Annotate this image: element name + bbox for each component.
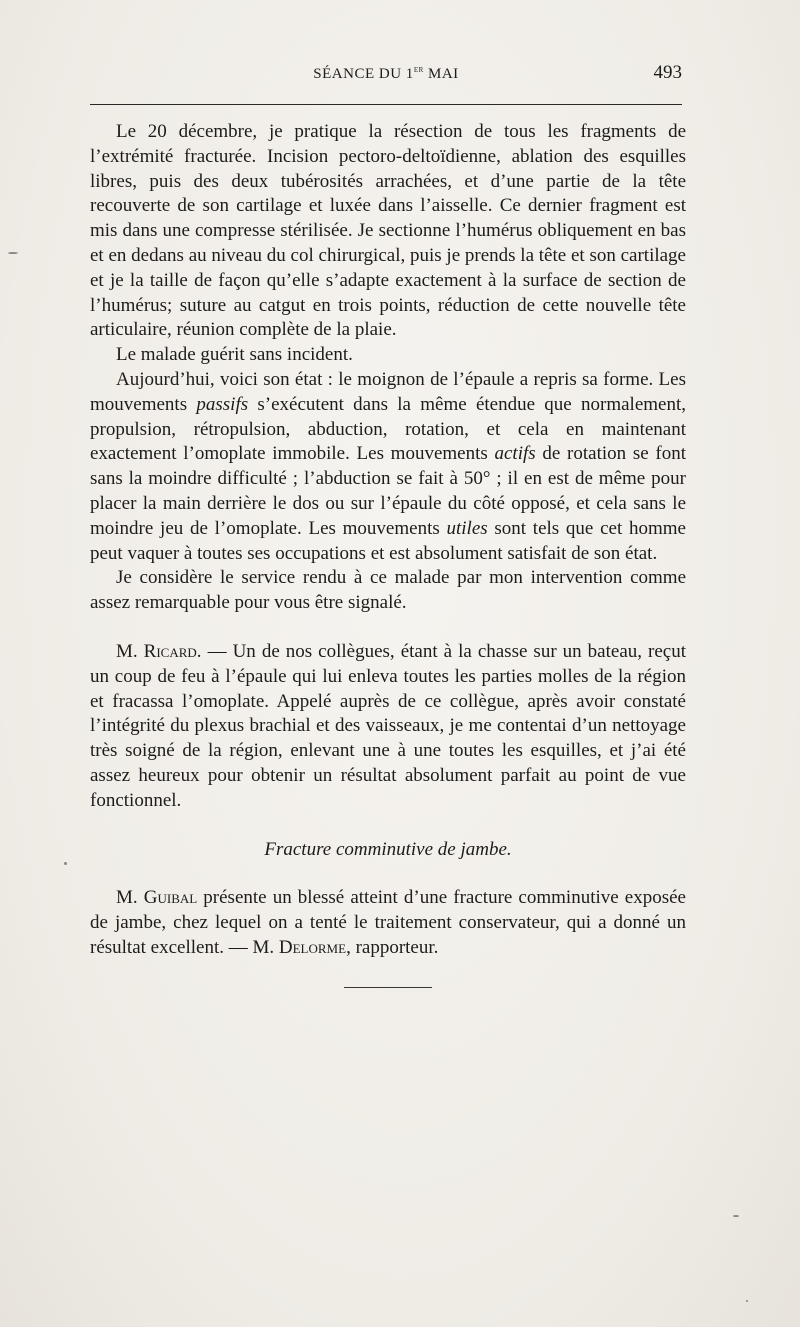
emphasis-passifs: passifs [196, 393, 249, 415]
scan-speck [746, 1300, 748, 1302]
speaker-ricard: Ricard [143, 640, 197, 662]
scan-speck [733, 1215, 739, 1217]
state-text-4: sont tels que cet homme peut vaquer à toutes ses occupations et est absolument satisfait de son état. [90, 517, 686, 564]
paragraph-ricard [90, 640, 686, 814]
state-text-3: de rotation se font sans la moindre difficulté ; l’abduction se fait à 50° ; il en est de même pour placer la main derrière le dos ou sur l’épaule du côté opposé, et cela sans le moindre jeu de l’omoplate. Les mouvements [90, 443, 686, 539]
section-heading: Fracture comminutive de jambe. [264, 838, 512, 860]
paragraph-current-state [90, 368, 686, 566]
guibal-prefix: M. [116, 887, 144, 909]
ricard-text: . — Un de nos collègues, étant à la chasse sur un bateau, reçut un coup de feu à l’épaule qui lui enleva toutes les parties molles de la région et fracassa l’omoplate. Appelé auprès de ce collègue, après avoir constaté l’intégrité du plexus brachial et des vaisseaux, je me contentai d’un nettoyage très soigné de la région, enlevant une à une toutes les esquilles, et j’ai été assez heureux pour obtenir un résultat absolument parfait au point de vue fonctionnel. [90, 640, 686, 811]
speaker-guibal: Guibal [143, 887, 198, 909]
running-title-month: MAI [423, 66, 459, 82]
page-number: 493 [653, 62, 682, 83]
scan-speck [8, 252, 18, 254]
header-rule [90, 104, 682, 105]
running-title-superscript: er [413, 64, 424, 75]
scan-speck [64, 862, 67, 865]
running-title-text: SÉANCE DU 1 [313, 66, 414, 82]
state-text-1: Aujourd’hui, voici son état : le moignon de l’épaule a repris sa forme. Les mouvements [90, 368, 686, 415]
paragraph-closing: Je considère le service rendu à ce malade par mon intervention comme assez remarquable pour vous être signalé. [90, 567, 686, 614]
emphasis-actifs: actifs [494, 443, 536, 465]
end-rule [344, 987, 432, 988]
page-body [90, 120, 686, 988]
paragraph-healing: Le malade guérit sans incident. [116, 344, 353, 366]
state-text-2: s’exécutent dans la même étendue que normalement, propulsion, rétropulsion, abduction, rotation, et cela en maintenant exactement l’omoplate immobile. Les mouvements [90, 393, 686, 465]
page-header [90, 64, 682, 94]
guibal-suffix: , rapporteur. [346, 936, 439, 958]
running-title [90, 64, 682, 83]
guibal-text: présente un blessé atteint d’une fracture comminutive exposée de jambe, chez lequel on a tenté le traitement conservateur, qui a donné un résultat excellent. — M. [90, 887, 686, 958]
paragraph-resection: Le 20 décembre, je pratique la résection de tous les fragments de l’extrémité fracturée. Incision pectoro-deltoïdienne, ablation des esquilles libres, puis des deux tubérosités arrachées, et d’une partie de la tête recouverte de son cartilage et luxée dans l’aisselle. Ce dernier fragment est mis dans une compresse stérilisée. Je sectionne l’humérus obliquement en bas et en dedans au niveau du col chirurgical, puis je prends la tête et son cartilage et je la taille de façon qu’elle s’adapte exactement à la surface de section de l’humérus; suture au catgut en trois points, réduction de cette nouvelle tête articulaire, réunion complète de la plaie. [90, 121, 686, 341]
emphasis-utiles: utiles [446, 517, 488, 539]
paragraph-guibal [90, 886, 686, 960]
ricard-prefix: M. [116, 640, 144, 662]
reporter-delorme: Delorme [278, 936, 347, 958]
